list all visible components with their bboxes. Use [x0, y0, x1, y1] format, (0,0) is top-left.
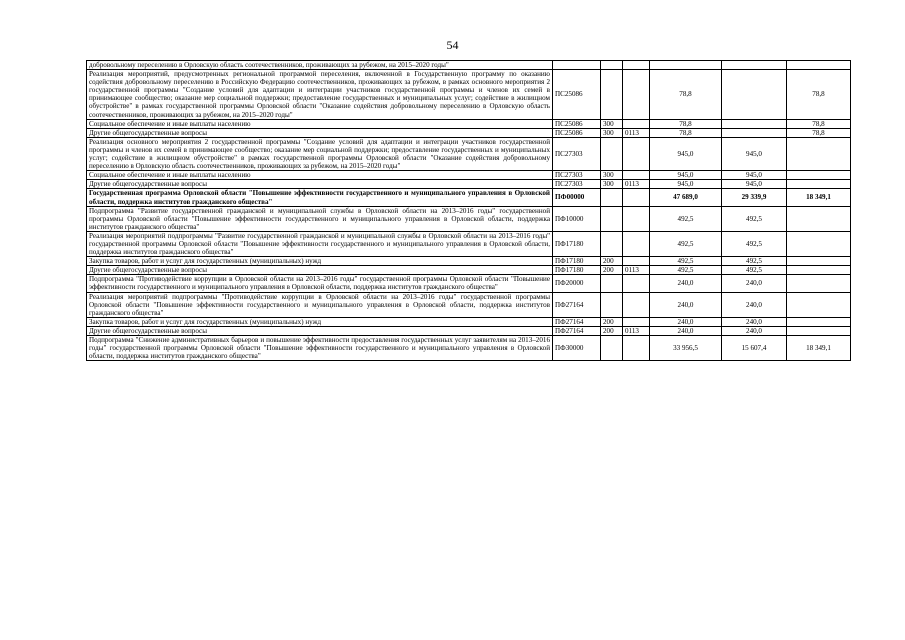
expense-type-code: 200 [601, 257, 623, 266]
target-article-code: ПФ30000 [553, 336, 601, 361]
expense-type-code: 200 [601, 266, 623, 275]
row-name: Реализация мероприятий, предусмотренных региональной программой переселения, включенной в Государственную программу по оказанию содействия добровольному переселению в Российскую Федерацию соотечественников, проживающих за рубежом, в рамках основного мероприятия 2 государственной программы "Создание условий для адаптации и интеграции участников государственной программы и членов их семей в принимающее сообщество; оказание мер социальной поддержки; предоставление государственных и муниципальных услуг; содействие в жилищном обустройстве" в рамках государственной программы Орловской области "Оказание содействия добровольному переселению в Орловскую область соотечественников, проживающих за рубежом, на 2015–2020 годы" [87, 70, 553, 120]
target-article-code: ПФ27164 [553, 317, 601, 326]
amount-column-2 [787, 257, 851, 266]
table-row [87, 128, 851, 137]
row-name: Другие общегосударственные вопросы [87, 326, 553, 335]
section-subsection-code [623, 317, 650, 326]
section-subsection-code: 0113 [623, 128, 650, 137]
table-row [87, 317, 851, 326]
amount-column-2 [787, 326, 851, 335]
expense-type-code [601, 61, 623, 70]
expense-type-code [601, 231, 623, 256]
row-name: Подпрограмма "Развитие государственной гражданской и муниципальной службы в Орловской области на 2013–2016 годы" государственной программы Орловской области "Повышение эффективности государственного и муниципального управления в Орловской области, поддержка институтов гражданского общества" [87, 206, 553, 231]
amount-column-2 [787, 275, 851, 292]
section-subsection-code [623, 257, 650, 266]
section-subsection-code [623, 171, 650, 180]
section-subsection-code: 0113 [623, 180, 650, 189]
amount-total: 240,0 [650, 292, 722, 317]
section-subsection-code [623, 137, 650, 170]
target-article-code: ПФ17180 [553, 257, 601, 266]
row-name: Другие общегосударственные вопросы [87, 180, 553, 189]
amount-column-2 [787, 171, 851, 180]
section-subsection-code [623, 336, 650, 361]
amount-column-1: 945,0 [722, 171, 787, 180]
target-article-code: ПС27303 [553, 171, 601, 180]
row-name: Другие общегосударственные вопросы [87, 128, 553, 137]
table-row [87, 292, 851, 317]
row-name: Другие общегосударственные вопросы [87, 266, 553, 275]
amount-column-2 [787, 292, 851, 317]
amount-column-2 [787, 317, 851, 326]
table-row [87, 171, 851, 180]
section-subsection-code [623, 70, 650, 120]
row-name: Закупка товаров, работ и услуг для государственных (муниципальных) нужд [87, 257, 553, 266]
amount-column-1: 492,5 [722, 266, 787, 275]
amount-column-2 [787, 61, 851, 70]
target-article-code: ПС25086 [553, 70, 601, 120]
target-article-code: ПФ20000 [553, 275, 601, 292]
amount-column-2 [787, 231, 851, 256]
amount-column-1: 240,0 [722, 317, 787, 326]
amount-column-1: 492,5 [722, 206, 787, 231]
table-row [87, 206, 851, 231]
amount-column-1: 492,5 [722, 257, 787, 266]
amount-total: 945,0 [650, 137, 722, 170]
expense-type-code [601, 189, 623, 206]
section-subsection-code [623, 231, 650, 256]
section-subsection-code [623, 61, 650, 70]
amount-column-2: 18 349,1 [787, 336, 851, 361]
amount-column-1: 240,0 [722, 275, 787, 292]
amount-total: 492,5 [650, 257, 722, 266]
table-row [87, 266, 851, 275]
amount-column-2 [787, 206, 851, 231]
target-article-code: ПФ17180 [553, 266, 601, 275]
section-subsection-code: 0113 [623, 326, 650, 335]
amount-total: 240,0 [650, 326, 722, 335]
row-name: Реализация мероприятий подпрограммы "Развитие государственной гражданской и муниципальной службы в Орловской области на 2013–2016 годы" государственной программы Орловской области "Повышение эффективности государственного и муниципального управления в Орловской области, поддержка институтов гражданского общества" [87, 231, 553, 256]
amount-column-2 [787, 266, 851, 275]
target-article-code: ПФ00000 [553, 189, 601, 206]
amount-column-1: 945,0 [722, 137, 787, 170]
amount-column-1: 240,0 [722, 292, 787, 317]
amount-total: 945,0 [650, 171, 722, 180]
amount-column-2 [787, 137, 851, 170]
table-row [87, 180, 851, 189]
amount-total: 945,0 [650, 180, 722, 189]
target-article-code: ПС27303 [553, 180, 601, 189]
row-name: Социальное обеспечение и иные выплаты населению [87, 119, 553, 128]
section-subsection-code [623, 119, 650, 128]
expense-type-code: 300 [601, 128, 623, 137]
amount-column-2: 78,8 [787, 119, 851, 128]
expense-type-code: 300 [601, 180, 623, 189]
row-name: Государственная программа Орловской области "Повышение эффективности государственного и муниципального управления в Орловской области, поддержка институтов гражданского общества" [87, 189, 553, 206]
row-name: добровольному переселению в Орловскую область соотечественников, проживающих за рубежом, на 2015–2020 годы" [87, 61, 553, 70]
table-row [87, 189, 851, 206]
section-subsection-code [623, 189, 650, 206]
section-subsection-code: 0113 [623, 266, 650, 275]
amount-column-1: 945,0 [722, 180, 787, 189]
amount-total: 240,0 [650, 317, 722, 326]
row-name: Закупка товаров, работ и услуг для государственных (муниципальных) нужд [87, 317, 553, 326]
amount-column-1 [722, 61, 787, 70]
amount-total: 47 689,0 [650, 189, 722, 206]
amount-total: 492,5 [650, 266, 722, 275]
table-row [87, 326, 851, 335]
row-name: Социальное обеспечение и иные выплаты населению [87, 171, 553, 180]
expense-type-code: 300 [601, 171, 623, 180]
target-article-code: ПС25086 [553, 128, 601, 137]
target-article-code: ПС25086 [553, 119, 601, 128]
table-row [87, 275, 851, 292]
expense-type-code [601, 336, 623, 361]
target-article-code: ПФ27164 [553, 292, 601, 317]
amount-total: 78,8 [650, 128, 722, 137]
amount-column-1: 29 339,9 [722, 189, 787, 206]
expense-type-code [601, 206, 623, 231]
amount-column-1 [722, 119, 787, 128]
target-article-code: ПФ10000 [553, 206, 601, 231]
target-article-code: ПФ17180 [553, 231, 601, 256]
table-row [87, 70, 851, 120]
amount-column-1 [722, 128, 787, 137]
page-number: 54 [446, 38, 459, 52]
section-subsection-code [623, 206, 650, 231]
target-article-code: ПС27303 [553, 137, 601, 170]
table-row [87, 61, 851, 70]
amount-total: 492,5 [650, 206, 722, 231]
expense-type-code [601, 275, 623, 292]
section-subsection-code [623, 275, 650, 292]
target-article-code [553, 61, 601, 70]
amount-total: 492,5 [650, 231, 722, 256]
expense-type-code [601, 70, 623, 120]
amount-total: 78,8 [650, 70, 722, 120]
table-row [87, 231, 851, 256]
amount-total: 240,0 [650, 275, 722, 292]
amount-total: 78,8 [650, 119, 722, 128]
amount-column-1: 15 607,4 [722, 336, 787, 361]
amount-column-1 [722, 70, 787, 120]
row-name: Реализация мероприятий подпрограммы "Противодействие коррупции в Орловской области на 2013–2016 годы" государственной программы Орловской области "Повышение эффективности государственного и муниципального управления в Орловской области, поддержка институтов гражданского общества" [87, 292, 553, 317]
table-row [87, 137, 851, 170]
expense-type-code: 200 [601, 326, 623, 335]
amount-column-2: 78,8 [787, 128, 851, 137]
row-name: Подпрограмма "Снижение административных барьеров и повышение эффективности предоставления государственных услуг заявителям на 2013–2016 годы" государственной программы Орловской области "Повышение эффективности государственного и муниципального управления в Орловской области, поддержка институтов гражданского общества" [87, 336, 553, 361]
section-subsection-code [623, 292, 650, 317]
amount-total: 33 956,5 [650, 336, 722, 361]
expense-type-code: 200 [601, 317, 623, 326]
amount-total [650, 61, 722, 70]
table-row [87, 257, 851, 266]
table-row [87, 336, 851, 361]
amount-column-1: 492,5 [722, 231, 787, 256]
target-article-code: ПФ27164 [553, 326, 601, 335]
row-name: Реализация основного мероприятия 2 государственной программы "Создание условий для адаптации и интеграции участников государственной программы и членов их семей в принимающее сообщество; оказание мер социальной поддержки; предоставление государственных и муниципальных услуг; содействие в жилищном обустройстве" в рамках государственной программы Орловской области "Оказание содействия добровольному переселению в Орловскую область соотечественников, проживающих за рубежом, на 2015–2020 годы" [87, 137, 553, 170]
row-name: Подпрограмма "Противодействие коррупции в Орловской области на 2013–2016 годы" государственной программы Орловской области "Повышение эффективности государственного и муниципального управления в Орловской области, поддержка институтов гражданского общества" [87, 275, 553, 292]
expense-type-code [601, 137, 623, 170]
amount-column-2 [787, 180, 851, 189]
table-row [87, 119, 851, 128]
expense-type-code: 300 [601, 119, 623, 128]
budget-table [86, 60, 851, 361]
amount-column-2: 78,8 [787, 70, 851, 120]
amount-column-2: 18 349,1 [787, 189, 851, 206]
amount-column-1: 240,0 [722, 326, 787, 335]
expense-type-code [601, 292, 623, 317]
